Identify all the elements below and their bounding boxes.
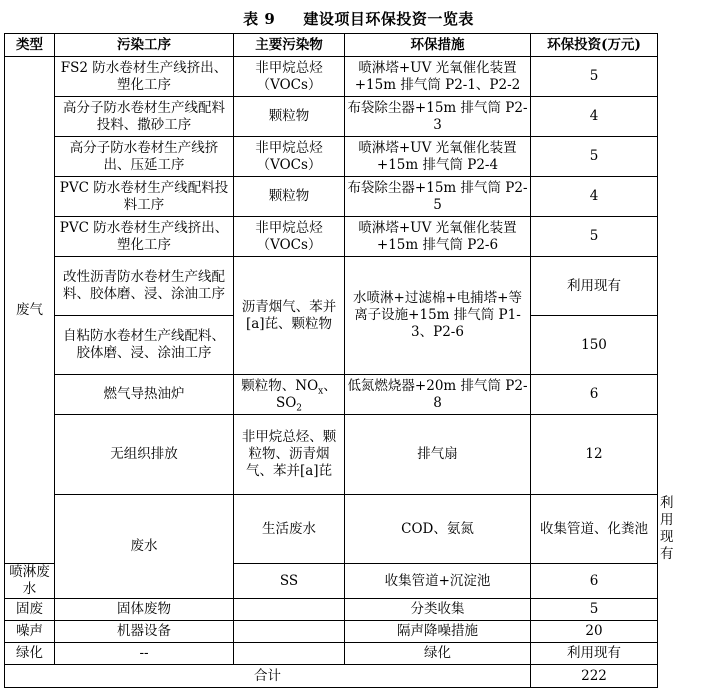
total-label: 合计 xyxy=(5,665,531,688)
type-cell-greening: 绿化 xyxy=(5,643,55,665)
table-row xyxy=(5,375,658,415)
process-cell: PVC 防水卷材生产线挤出、塑化工序 xyxy=(55,217,234,257)
investment-cell: 4 xyxy=(531,97,658,137)
table-number: 表 9 xyxy=(243,10,276,28)
table-row xyxy=(5,177,658,217)
measure-cell: 布袋除尘器+15m 排气筒 P2-5 xyxy=(345,177,531,217)
process-cell: 高分子防水卷材生产线配料投料、撒砂工序 xyxy=(55,97,234,137)
investment-cell: 5 xyxy=(531,217,658,257)
investment-cell: 5 xyxy=(531,137,658,177)
process-cell: -- xyxy=(55,643,234,665)
measure-cell: 排气扇 xyxy=(345,415,531,495)
type-cell-waste-water: 废水 xyxy=(55,495,234,599)
header-investment: 环保投资(万元) xyxy=(531,34,658,57)
pollutant-subscript: x xyxy=(318,386,324,397)
pollutant-text: SO xyxy=(275,394,297,411)
pollutant-cell: SS xyxy=(234,564,345,599)
table-row xyxy=(5,643,658,665)
measure-cell: 收集管道+沉淀池 xyxy=(345,564,531,599)
investment-cell: 4 xyxy=(531,177,658,217)
pollutant-text: 、 xyxy=(323,377,337,394)
investment-cell: 6 xyxy=(531,375,658,415)
process-cell: 自粘防水卷材生产线配料、胶体磨、浸、涂油工序 xyxy=(55,316,234,375)
process-cell: 生活废水 xyxy=(234,495,345,564)
header-row xyxy=(5,34,658,57)
table-row xyxy=(5,217,658,257)
table-row xyxy=(5,97,658,137)
process-cell: 机器设备 xyxy=(55,621,234,643)
pollutant-text: 颗粒物、NO xyxy=(241,377,319,394)
process-cell: 无组织排放 xyxy=(55,415,234,495)
pollutant-cell: 非甲烷总烃、颗粒物、沥青烟气、苯并[a]芘 xyxy=(234,415,345,495)
type-cell-noise: 噪声 xyxy=(5,621,55,643)
type-cell-solid-waste: 固废 xyxy=(5,599,55,621)
total-row xyxy=(5,665,658,688)
investment-cell: 5 xyxy=(531,57,658,97)
pollutant-cell xyxy=(234,621,345,643)
investment-cell: 利用现有 xyxy=(531,257,658,316)
measure-cell: 布袋除尘器+15m 排气筒 P2-3 xyxy=(345,97,531,137)
investment-cell: 5 xyxy=(531,599,658,621)
pollutant-cell: 颗粒物 xyxy=(234,97,345,137)
table-row xyxy=(5,57,658,97)
table-row: 废水 生活废水 COD、氨氮 收集管道、化粪池 利用现有 xyxy=(5,495,658,564)
header-type: 类型 xyxy=(5,34,55,57)
pollutant-cell: 非甲烷总烃（VOCs） xyxy=(234,217,345,257)
table-row xyxy=(5,621,658,643)
table-row xyxy=(5,257,658,316)
measure-cell: 喷淋塔+UV 光氧催化装置+15m 排气筒 P2-1、P2-2 xyxy=(345,57,531,97)
pollutant-subscript: 2 xyxy=(296,403,303,414)
process-cell: 固体废物 xyxy=(55,599,234,621)
type-cell-waste-gas: 废气 xyxy=(5,57,55,564)
total-investment: 222 xyxy=(531,665,658,688)
process-cell: 高分子防水卷材生产线挤出、压延工序 xyxy=(55,137,234,177)
pollutant-cell: COD、氨氮 xyxy=(345,495,531,564)
measure-cell: 喷淋塔+UV 光氧催化装置+15m 排气筒 P2-6 xyxy=(345,217,531,257)
investment-cell: 利用现有 xyxy=(531,643,658,665)
env-investment-table xyxy=(4,33,674,688)
pollutant-cell: 沥青烟气、苯并[a]芘、颗粒物 xyxy=(234,257,345,375)
pollutant-cell xyxy=(234,599,345,621)
process-cell: PVC 防水卷材生产线配料投料工序 xyxy=(55,177,234,217)
measure-cell: 低氮燃烧器+20m 排气筒 P2-8 xyxy=(345,375,531,415)
investment-cell: 12 xyxy=(531,415,658,495)
table-title: 建设项目环保投资一览表 xyxy=(303,10,474,28)
pollutant-cell xyxy=(234,643,345,665)
process-cell: 燃气导热油炉 xyxy=(55,375,234,415)
table-caption xyxy=(0,8,717,29)
process-cell: FS2 防水卷材生产线挤出、塑化工序 xyxy=(55,57,234,97)
measure-cell: 水喷淋+过滤棉+电捕塔+等离子设施+15m 排气筒 P1-3、P2-6 xyxy=(345,257,531,375)
measure-cell: 分类收集 xyxy=(345,599,531,621)
pollutant-cell: 非甲烷总烃（VOCs） xyxy=(234,137,345,177)
header-measure: 环保措施 xyxy=(345,34,531,57)
table-row xyxy=(5,137,658,177)
table-row xyxy=(5,599,658,621)
header-pollutant: 主要污染物 xyxy=(234,34,345,57)
process-cell: 改性沥青防水卷材生产线配料、胶体磨、浸、涂油工序 xyxy=(55,257,234,316)
process-cell: 喷淋废水 xyxy=(5,564,55,599)
pollutant-cell: 非甲烷总烃（VOCs） xyxy=(234,57,345,97)
table-row xyxy=(5,415,658,495)
measure-cell: 喷淋塔+UV 光氧催化装置+15m 排气筒 P2-4 xyxy=(345,137,531,177)
header-process: 污染工序 xyxy=(55,34,234,57)
measure-cell: 隔声降噪措施 xyxy=(345,621,531,643)
investment-cell: 6 xyxy=(531,564,658,599)
investment-cell: 20 xyxy=(531,621,658,643)
pollutant-cell xyxy=(234,375,345,415)
measure-cell: 收集管道、化粪池 xyxy=(531,495,658,564)
pollutant-cell: 颗粒物 xyxy=(234,177,345,217)
investment-cell: 150 xyxy=(531,316,658,375)
measure-cell: 绿化 xyxy=(345,643,531,665)
